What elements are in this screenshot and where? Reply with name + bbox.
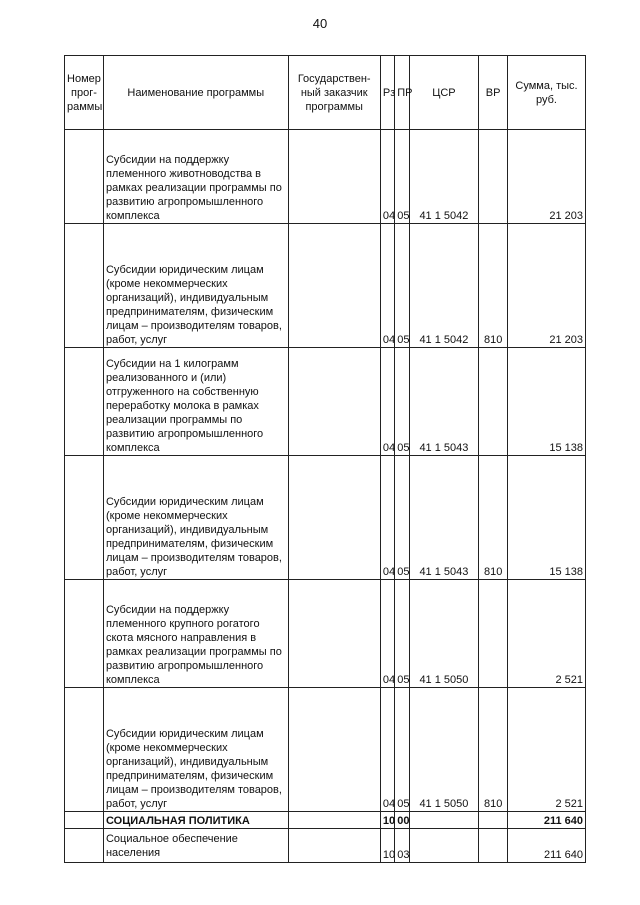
table-row bbox=[65, 829, 586, 863]
table-row bbox=[65, 348, 586, 456]
cell-pr: 03 bbox=[395, 829, 409, 863]
header-customer: Государствен- ный заказчик программы bbox=[288, 56, 380, 130]
cell-name: СОЦИАЛЬНАЯ ПОЛИТИКА bbox=[103, 812, 288, 829]
cell-number bbox=[65, 348, 104, 456]
cell-customer bbox=[288, 130, 380, 224]
cell-name: Субсидии юридическим лицам (кроме некоммерческих организаций), индивидуальным предпринимателям, физическим лицам – производителям товаров, работ, услуг bbox=[103, 456, 288, 580]
cell-rz: 04 bbox=[380, 688, 394, 812]
cell-customer bbox=[288, 580, 380, 688]
cell-pr: 05 bbox=[395, 456, 409, 580]
table-row bbox=[65, 130, 586, 224]
cell-rz: 04 bbox=[380, 348, 394, 456]
cell-number bbox=[65, 829, 104, 863]
cell-sum: 15 138 bbox=[507, 348, 585, 456]
cell-csr: 41 1 5043 bbox=[409, 456, 479, 580]
table-row bbox=[65, 580, 586, 688]
cell-csr: 41 1 5042 bbox=[409, 130, 479, 224]
cell-csr bbox=[409, 829, 479, 863]
table-row bbox=[65, 224, 586, 348]
cell-vr: 810 bbox=[479, 456, 508, 580]
cell-vr bbox=[479, 130, 508, 224]
cell-customer bbox=[288, 348, 380, 456]
cell-csr bbox=[409, 812, 479, 829]
cell-vr: 810 bbox=[479, 224, 508, 348]
cell-pr: 05 bbox=[395, 224, 409, 348]
header-vr: ВР bbox=[479, 56, 508, 130]
cell-vr: 810 bbox=[479, 688, 508, 812]
cell-csr: 41 1 5050 bbox=[409, 688, 479, 812]
cell-sum: 15 138 bbox=[507, 456, 585, 580]
cell-sum: 2 521 bbox=[507, 688, 585, 812]
cell-vr bbox=[479, 829, 508, 863]
table-row bbox=[65, 688, 586, 812]
cell-customer bbox=[288, 224, 380, 348]
cell-rz: 04 bbox=[380, 456, 394, 580]
header-rz: Рз bbox=[380, 56, 394, 130]
cell-sum: 2 521 bbox=[507, 580, 585, 688]
cell-name: Субсидии на поддержку племенного животноводства в рамках реализации программы по развитию агропромышленного комплекса bbox=[103, 130, 288, 224]
cell-name: Субсидии юридическим лицам (кроме некоммерческих организаций), индивидуальным предпринимателям, физическим лицам – производителям товаров, работ, услуг bbox=[103, 688, 288, 812]
cell-name: Субсидии на поддержку племенного крупного рогатого скота мясного направления в рамках реализации программы по развитию агропромышленного комплекса bbox=[103, 580, 288, 688]
cell-sum: 211 640 bbox=[507, 829, 585, 863]
cell-sum: 21 203 bbox=[507, 130, 585, 224]
header-sum: Сумма, тыс. руб. bbox=[507, 56, 585, 130]
cell-rz: 10 bbox=[380, 812, 394, 829]
cell-csr: 41 1 5042 bbox=[409, 224, 479, 348]
cell-vr bbox=[479, 812, 508, 829]
cell-pr: 05 bbox=[395, 348, 409, 456]
cell-pr: 00 bbox=[395, 812, 409, 829]
cell-sum: 21 203 bbox=[507, 224, 585, 348]
budget-table bbox=[64, 55, 586, 863]
header-program-number: Номер прог- раммы bbox=[65, 56, 104, 130]
cell-rz: 04 bbox=[380, 130, 394, 224]
cell-name: Субсидии на 1 килограмм реализованного и (или) отгруженного на собственную переработку молока в рамках реализации программы по развитию агропромышленного комплекса bbox=[103, 348, 288, 456]
cell-csr: 41 1 5043 bbox=[409, 348, 479, 456]
cell-number bbox=[65, 580, 104, 688]
table-row bbox=[65, 812, 586, 829]
cell-vr bbox=[479, 348, 508, 456]
cell-number bbox=[65, 224, 104, 348]
cell-vr bbox=[479, 580, 508, 688]
header-program-name: Наименование программы bbox=[103, 56, 288, 130]
table-header-row bbox=[65, 56, 586, 130]
cell-csr: 41 1 5050 bbox=[409, 580, 479, 688]
cell-sum: 211 640 bbox=[507, 812, 585, 829]
cell-customer bbox=[288, 812, 380, 829]
cell-customer bbox=[288, 829, 380, 863]
cell-pr: 05 bbox=[395, 688, 409, 812]
cell-pr: 05 bbox=[395, 130, 409, 224]
cell-name: Субсидии юридическим лицам (кроме некоммерческих организаций), индивидуальным предпринимателям, физическим лицам – производителям товаров, работ, услуг bbox=[103, 224, 288, 348]
cell-number bbox=[65, 130, 104, 224]
cell-customer bbox=[288, 688, 380, 812]
cell-number bbox=[65, 688, 104, 812]
cell-rz: 10 bbox=[380, 829, 394, 863]
cell-rz: 04 bbox=[380, 224, 394, 348]
cell-name: Социальное обеспечение населения bbox=[103, 829, 288, 863]
cell-number bbox=[65, 456, 104, 580]
header-csr: ЦСР bbox=[409, 56, 479, 130]
table-row bbox=[65, 456, 586, 580]
header-pr: ПР bbox=[395, 56, 409, 130]
cell-customer bbox=[288, 456, 380, 580]
cell-pr: 05 bbox=[395, 580, 409, 688]
page-number: 40 bbox=[312, 16, 328, 31]
cell-rz: 04 bbox=[380, 580, 394, 688]
cell-number bbox=[65, 812, 104, 829]
